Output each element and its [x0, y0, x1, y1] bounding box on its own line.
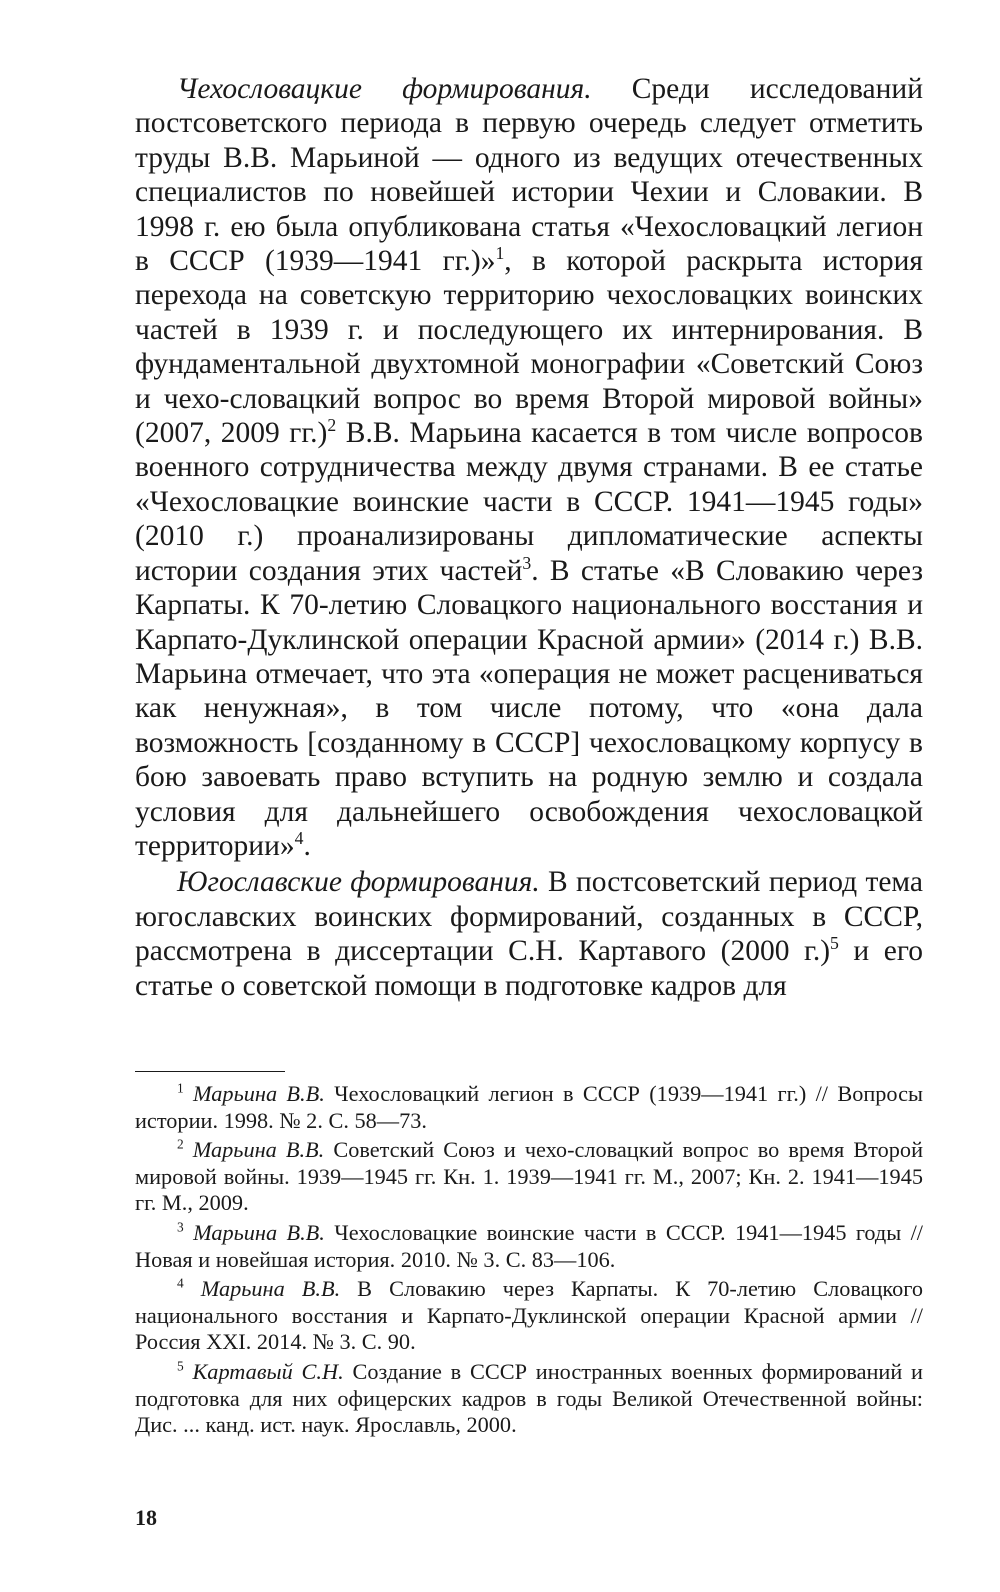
footnote-ref[interactable]: 1 [495, 243, 505, 264]
text-run: Среди исследований постсоветского периода в первую очередь следует отметить труды В.В. Марьиной — одного из ведущих отечественных специалистов по новейшей истории Чехии и Словакии. В 1998 г. ею была опубликована статья «Чехословацкий легион в СССР (1939—1941 гг.)» [135, 73, 923, 278]
section-lead: Югославские формирования. [177, 866, 540, 899]
page-number: 18 [135, 1505, 157, 1530]
footnote-text: Чехословацкие воинские части в СССР. 1941—1945 годы // Новая и новейшая история. 2010. № 3. С. 83—106. [135, 1219, 924, 1272]
footnote-text: В Словакию через Карпаты. К 70-летию Словацкого национального восстания и Карпато-Дуклинской операции Красной армии // Россия XXI. 2014. № 3. С. 90. [135, 1276, 923, 1355]
footnote-author: Марьина В.В. [192, 1137, 325, 1163]
text-run: . [303, 829, 311, 862]
text-run: В.В. Марьина касается в том числе вопросов военного сотрудничества между двумя странами. В ее статье «Чехословацкие воинские части в СССР. 1941—1945 годы» (2010 г.) проанализированы дипломатические аспекты истории создания этих частей [135, 417, 923, 587]
footnote-text: Создание в СССР иностранных военных формирований и подготовка для них офицерских кадров в годы Великой Отечественной войны: Дис. ... канд. ист. наук. Ярославль, 2000. [135, 1358, 923, 1438]
footnote-number: 3 [177, 1219, 184, 1235]
footnote-divider [135, 1071, 285, 1072]
text-run: . В статье «В Словакию через Карпаты. К 70-летию Словацкого национального восстания и Карпато-Дуклинской операции Красной армии» (2014 г.) В.В. Марьина отмечает, что эта «операция не может расцениваться как ненужная», в том числе потому, что «она дала возможность [созданному в СССР] чехословацкому корпусу в бою завоевать право вступить на родную землю и создала условия для дальнейшего освобождения чехословацкой территории» [135, 554, 923, 862]
footnote-1 [135, 1081, 923, 1134]
footnote-author: Картавый С.Н. [192, 1358, 344, 1384]
section-lead: Чехословацкие формирования. [177, 73, 592, 105]
footnote-text: Советский Союз и чехо-словацкий вопрос во время Второй мировой войны. 1939—1945 гг. Кн. 1. 1939—1941 гг. М., 2007; Кн. 2. 1941—1945 гг. М., 2009. [135, 1137, 924, 1216]
footnote-3 [135, 1220, 923, 1273]
footnote-5 [135, 1359, 923, 1439]
footnote-number: 2 [177, 1136, 184, 1152]
footnote-number: 1 [177, 1080, 184, 1096]
footnote-number: 5 [177, 1358, 184, 1374]
footnotes [135, 1081, 923, 1442]
main-text [135, 72, 923, 1003]
footnote-4 [135, 1276, 923, 1356]
footnote-text: Чехословацкий легион в СССР (1939—1941 гг.) // Вопросы истории. 1998. № 2. С. 58—73. [135, 1081, 924, 1133]
paragraph-czechoslovak [135, 72, 923, 863]
footnote-number: 4 [177, 1275, 184, 1291]
text-run: В постсоветский период тема югославских воинских формирований, созданных в СССР, рассмотрена в диссертации С.Н. Картавого (2000 г.) [135, 866, 923, 968]
text-run: , в которой раскрыта история перехода на советскую территорию чехословацких воинских частей в 1939 г. и последующего их интернирования. В фундаментальной двухтомной монографии «Советский Союз и чехо-словацкий вопрос во время Второй мировой войны» (2007, 2009 гг.) [135, 245, 924, 450]
footnote-ref[interactable]: 2 [327, 415, 337, 436]
footnote-ref[interactable]: 3 [522, 552, 532, 573]
footnote-author: Марьина В.В. [200, 1276, 341, 1302]
footnote-2 [135, 1137, 923, 1217]
text-run: и его статье о советской помощи в подготовке кадров для [135, 935, 923, 1002]
footnote-ref[interactable]: 4 [294, 828, 304, 849]
paragraph-yugoslav [135, 865, 923, 1003]
footnote-ref[interactable]: 5 [830, 933, 839, 954]
footnote-author: Марьина В.В. [193, 1219, 325, 1245]
footnote-author: Марьина В.В. [193, 1081, 325, 1106]
